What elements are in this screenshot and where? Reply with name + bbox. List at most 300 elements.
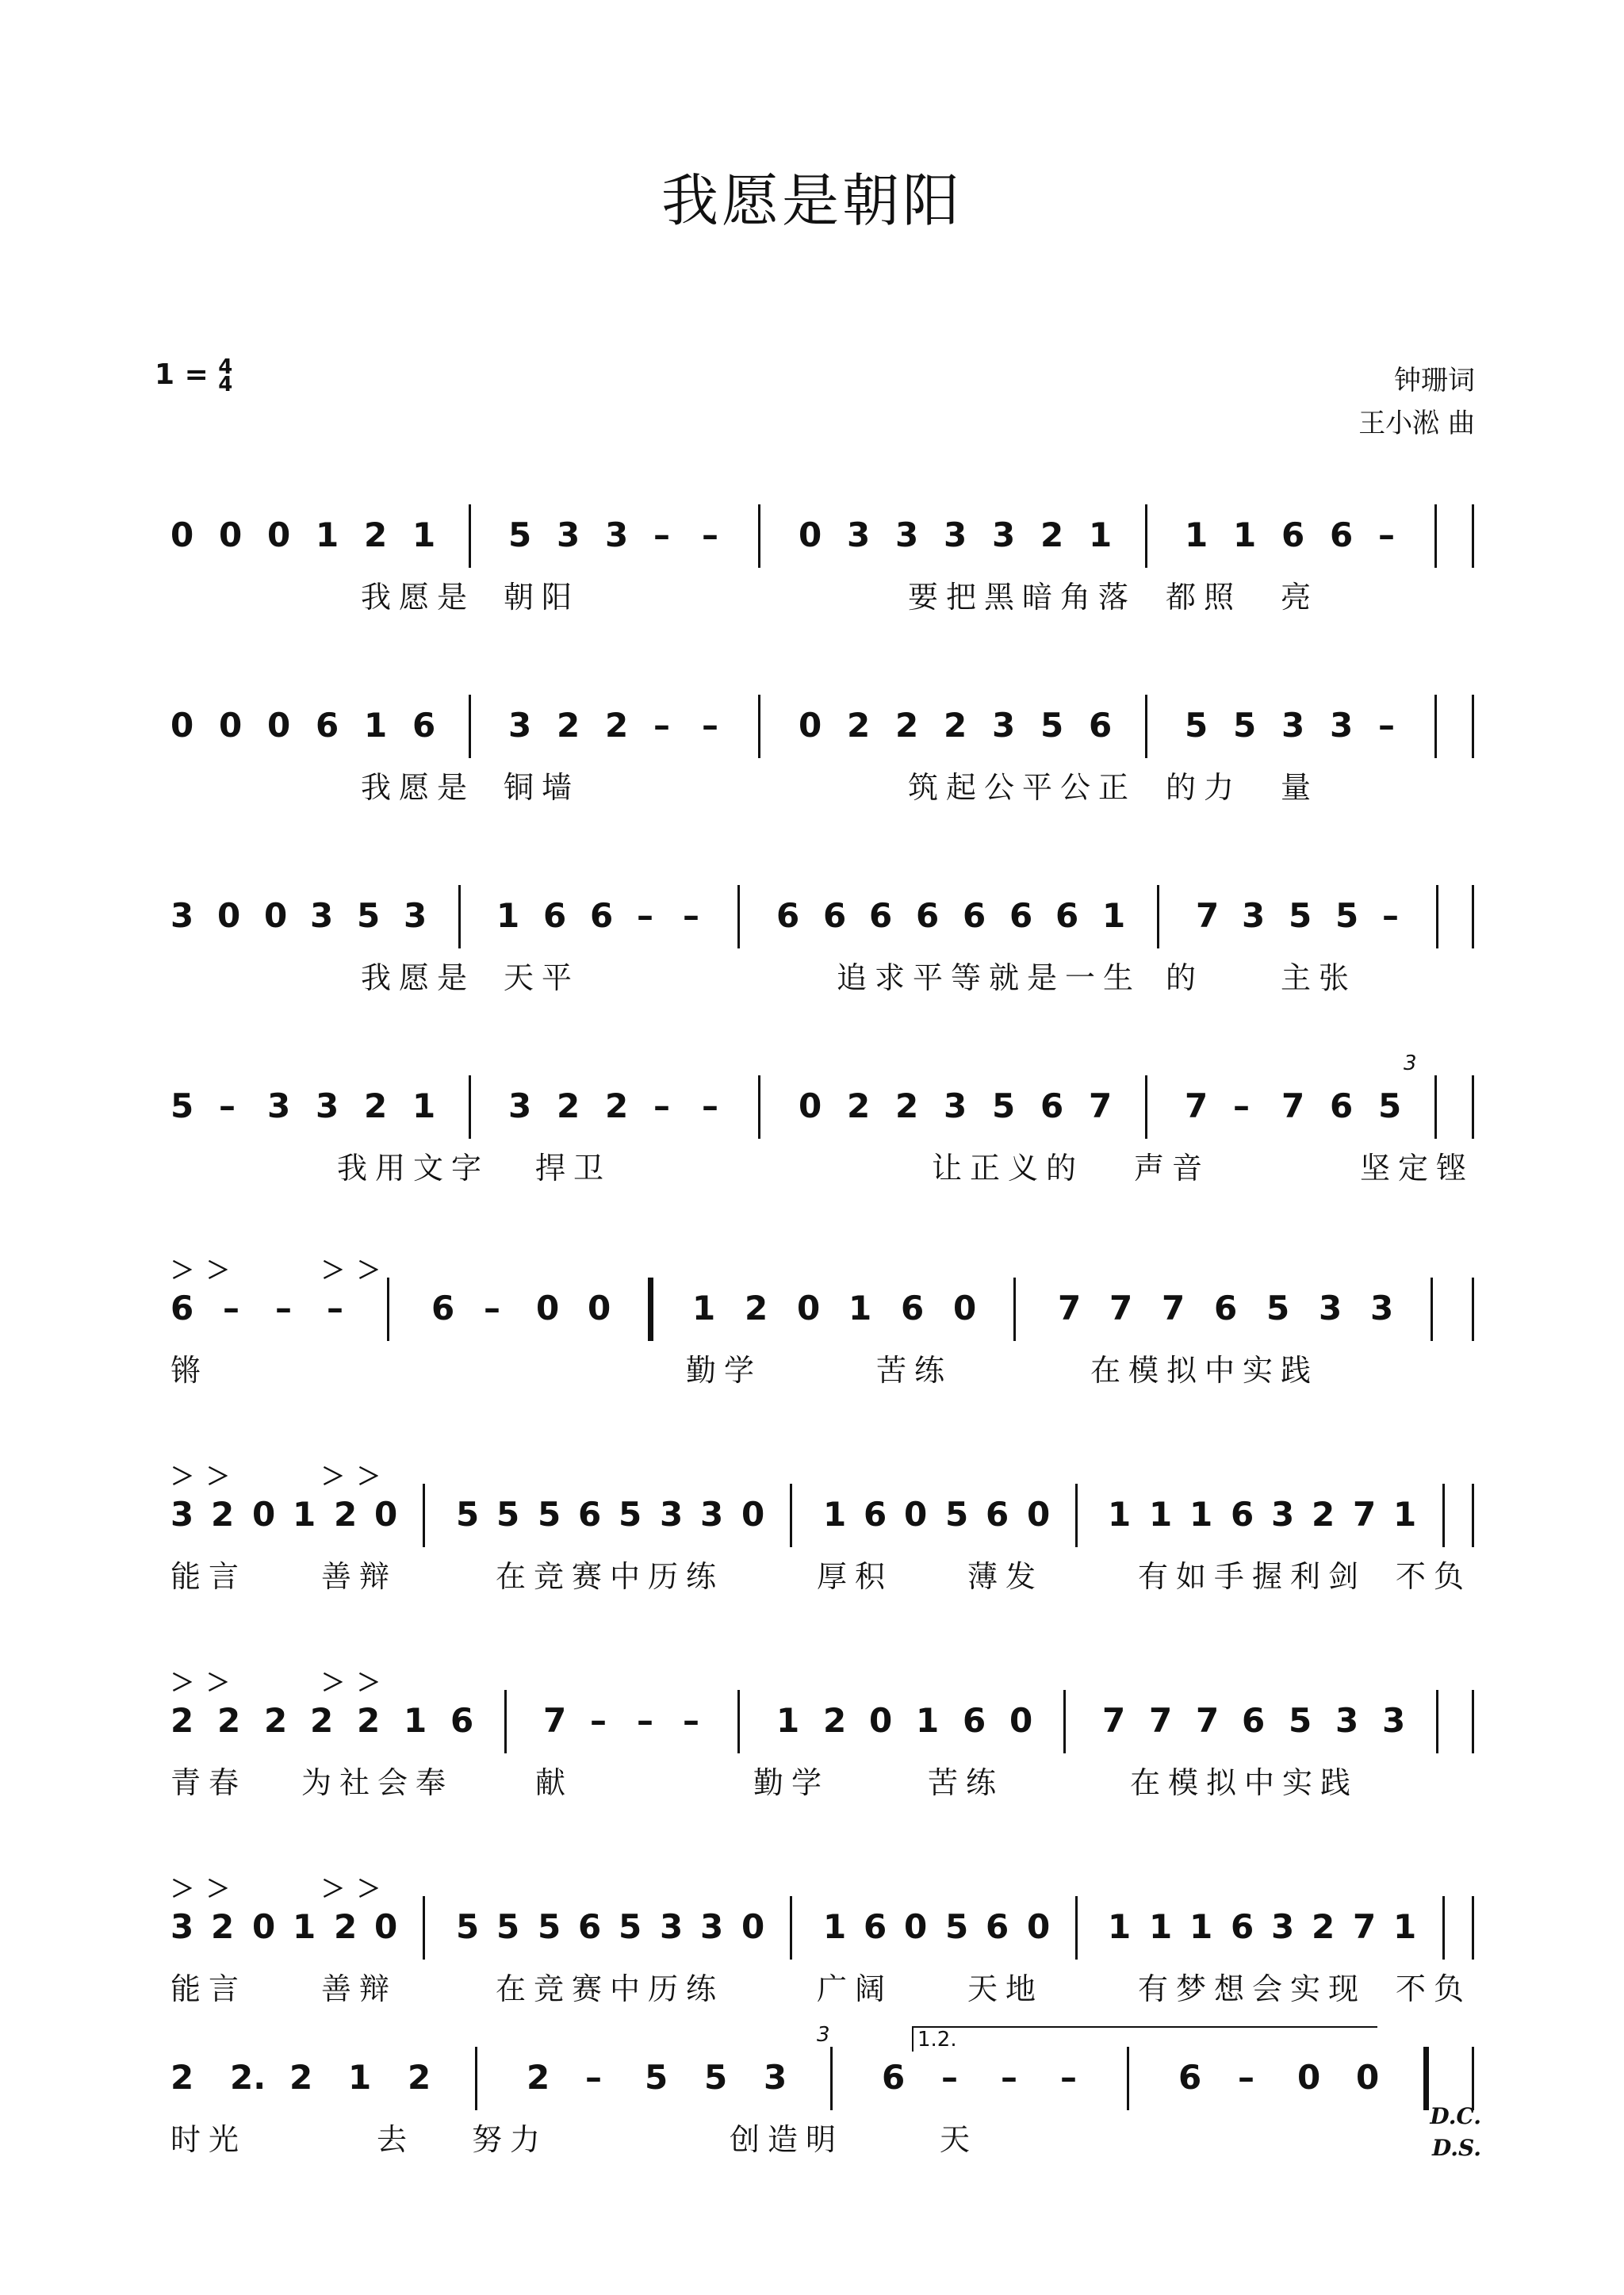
score-row xyxy=(170,2023,1475,2161)
note: 5 xyxy=(619,1907,642,1946)
note: 3 xyxy=(700,1495,724,1534)
lyric-word: 去 xyxy=(377,2122,416,2157)
bar-line xyxy=(1145,1075,1147,1139)
note: 2 xyxy=(364,1086,388,1125)
lyric-word: 不负 xyxy=(1396,1971,1473,2006)
accent-mark: ＞ xyxy=(206,1875,230,1903)
note: 6 xyxy=(986,1907,1009,1946)
accent-mark: ＞ xyxy=(170,1875,194,1903)
sustain-dash: – xyxy=(941,2058,958,2097)
note: 0 xyxy=(1027,1907,1051,1946)
lyric-word: 在竞赛中历练 xyxy=(496,1971,725,2006)
note: 2 xyxy=(895,1086,919,1125)
song-title: 我愿是朝阳 xyxy=(661,167,963,234)
bar-line xyxy=(1075,1484,1078,1547)
note: 3 xyxy=(992,515,1016,554)
note: 2 xyxy=(310,1701,334,1740)
note-line xyxy=(170,1086,1475,1134)
note: 7 xyxy=(1196,1701,1220,1740)
note: 5 xyxy=(1266,1289,1290,1328)
note: 6 xyxy=(450,1701,474,1740)
note: 6 xyxy=(1281,515,1305,554)
sustain-dash: – xyxy=(1382,896,1399,935)
note: 2 xyxy=(745,1289,768,1328)
lyric-word: 能言 xyxy=(170,1971,247,2006)
lyric-word: 我愿是 xyxy=(361,770,476,805)
note: 0 xyxy=(267,706,291,745)
note: 7 xyxy=(543,1701,567,1740)
lyric-word: 勤学 xyxy=(753,1765,830,1800)
note: 1 xyxy=(692,1289,716,1328)
note: 3 xyxy=(1330,706,1354,745)
bar-line xyxy=(790,1484,792,1547)
accent-mark: ＞ xyxy=(170,1669,194,1697)
note: 1 xyxy=(1189,1495,1213,1534)
note: 2 xyxy=(289,2058,313,2097)
note: 6 xyxy=(170,1289,194,1328)
lyric-word: 我愿是 xyxy=(361,580,476,615)
lyric-word: 的力 xyxy=(1166,770,1243,805)
note: 1 xyxy=(1108,1907,1132,1946)
lyric-word: 声音 xyxy=(1134,1151,1211,1186)
note: 6 xyxy=(1178,2058,1202,2097)
sustain-dash: – xyxy=(653,1086,670,1125)
note: 1 xyxy=(1393,1907,1417,1946)
note: 2 xyxy=(847,706,871,745)
note: 3 xyxy=(1271,1907,1295,1946)
bar-line xyxy=(1434,1075,1437,1139)
note: 3 xyxy=(944,1086,967,1125)
lyric-word: 天 xyxy=(940,2122,979,2157)
note: 1 xyxy=(1393,1495,1417,1534)
note: 1 xyxy=(1149,1495,1173,1534)
note: 1 xyxy=(916,1701,940,1740)
note: 1 xyxy=(1185,515,1208,554)
note-line xyxy=(170,896,1475,944)
note: 6 xyxy=(963,896,986,935)
sustain-dash: – xyxy=(637,1701,653,1740)
accent-mark: ＞ xyxy=(170,1257,194,1285)
note: 6 xyxy=(578,1907,602,1946)
note: 7 xyxy=(1353,1495,1377,1534)
note: 2 xyxy=(944,706,967,745)
lyric-word: 厚积 xyxy=(817,1559,894,1594)
row-end-bar xyxy=(1472,885,1474,948)
note: 5 xyxy=(1289,896,1312,935)
sustain-dash: – xyxy=(484,1289,500,1328)
note-line xyxy=(170,1907,1475,1955)
note: 1 xyxy=(848,1289,872,1328)
bar-line xyxy=(469,504,471,568)
triplet-label: 3 xyxy=(817,2023,830,2047)
note: 5 xyxy=(945,1907,969,1946)
bar-line xyxy=(423,1484,425,1547)
accent-mark: ＞ xyxy=(206,1257,230,1285)
note: 0 xyxy=(1356,2058,1380,2097)
note: 0 xyxy=(1297,2058,1321,2097)
time-numerator: 4 xyxy=(218,355,233,379)
bar-line xyxy=(1442,1484,1445,1547)
time-denominator: 4 xyxy=(218,373,233,397)
note: 1 xyxy=(412,1086,436,1125)
bar-line xyxy=(758,504,760,568)
score-row xyxy=(170,1257,1475,1392)
bar-line xyxy=(1436,885,1438,948)
lyric-word: 有梦想会实现 xyxy=(1138,1971,1367,2006)
sustain-dash: – xyxy=(1238,2058,1254,2097)
note: 3 xyxy=(508,1086,532,1125)
sustain-dash: – xyxy=(219,1086,236,1125)
note: 6 xyxy=(864,1907,887,1946)
note: 7 xyxy=(1058,1289,1082,1328)
note: 2 xyxy=(408,2058,431,2097)
note: 2 xyxy=(1312,1907,1335,1946)
note: 6 xyxy=(916,896,940,935)
lyric-word: 薄发 xyxy=(967,1559,1044,1594)
note-line xyxy=(170,1289,1475,1336)
note: 3 xyxy=(660,1907,684,1946)
note: 2 xyxy=(557,706,580,745)
note: 2 xyxy=(211,1907,235,1946)
note: 5 xyxy=(1040,706,1064,745)
dc-mark: D.C. xyxy=(1430,2103,1481,2129)
note: 7 xyxy=(1109,1289,1133,1328)
sustain-dash: – xyxy=(275,1289,292,1328)
bar-line xyxy=(758,1075,760,1139)
note: 5 xyxy=(645,2058,668,2097)
note: 1 xyxy=(776,1701,800,1740)
note: 2 xyxy=(847,1086,871,1125)
note: 3 xyxy=(557,515,580,554)
lyric-word: 苦练 xyxy=(876,1353,953,1388)
sustain-dash: – xyxy=(653,515,670,554)
lyric-word: 主张 xyxy=(1281,960,1358,995)
note: 6 xyxy=(869,896,893,935)
bar-line xyxy=(830,2047,833,2110)
bar-line xyxy=(1145,695,1147,758)
note: 1 xyxy=(823,1907,847,1946)
lyricist-credit: 钟珊词 xyxy=(1394,365,1475,397)
lyric-word: 的 xyxy=(1166,960,1205,995)
accent-mark: ＞ xyxy=(321,1463,345,1491)
note: 1 xyxy=(316,515,339,554)
note: 0 xyxy=(1009,1701,1033,1740)
score-row xyxy=(170,1875,1475,2010)
note: 0 xyxy=(374,1907,398,1946)
bar-line xyxy=(737,885,740,948)
note: 6 xyxy=(1231,1907,1254,1946)
note: 0 xyxy=(217,896,241,935)
note: 2 xyxy=(211,1495,235,1534)
lyric-word: 能言 xyxy=(170,1559,247,1594)
lyric-word: 在模拟中实践 xyxy=(1130,1765,1359,1800)
note: 6 xyxy=(864,1495,887,1534)
note: 5 xyxy=(170,1086,194,1125)
bar-line xyxy=(475,2047,477,2110)
note: 3 xyxy=(1271,1495,1295,1534)
note: 5 xyxy=(992,1086,1016,1125)
volta-label: 1.2. xyxy=(917,2028,957,2052)
lyric-word: 我愿是 xyxy=(361,960,476,995)
row-end-bar xyxy=(1472,695,1474,758)
bar-line xyxy=(790,1896,792,1960)
note: 7 xyxy=(1185,1086,1208,1125)
row-end-bar xyxy=(1472,1278,1474,1341)
note: 0 xyxy=(170,706,194,745)
note: 6 xyxy=(1330,1086,1354,1125)
accent-mark: ＞ xyxy=(357,1257,381,1285)
score-row xyxy=(170,1669,1475,1804)
lyric-word: 捍卫 xyxy=(535,1151,612,1186)
note-line xyxy=(170,1701,1475,1749)
lyric-word: 苦练 xyxy=(928,1765,1005,1800)
note: 3 xyxy=(1335,1701,1359,1740)
note: 1 xyxy=(1108,1495,1132,1534)
note: 6 xyxy=(1089,706,1113,745)
note: 6 xyxy=(1214,1289,1238,1328)
note: 3 xyxy=(1281,706,1305,745)
note: 5 xyxy=(538,1495,561,1534)
lyric-word: 在竞赛中历练 xyxy=(496,1559,725,1594)
bar-line xyxy=(1063,1690,1066,1753)
note: 2 xyxy=(334,1907,358,1946)
sustain-dash: – xyxy=(702,706,718,745)
note: 0 xyxy=(741,1907,765,1946)
sustain-dash: – xyxy=(327,1289,343,1328)
bar-line xyxy=(1157,885,1159,948)
note: 2 xyxy=(334,1495,358,1534)
note: 5 xyxy=(357,896,381,935)
lyric-word: 让正义的 xyxy=(932,1151,1085,1186)
note: 1 xyxy=(412,515,436,554)
lyric-word: 为社会奉 xyxy=(301,1765,454,1800)
lyric-word: 时光 xyxy=(170,2122,247,2157)
lyric-word: 锵 xyxy=(170,1353,209,1388)
lyric-word: 善辩 xyxy=(321,1559,398,1594)
note: 2 xyxy=(527,2058,550,2097)
sustain-dash: – xyxy=(653,706,670,745)
note: 3 xyxy=(660,1495,684,1534)
bar-line xyxy=(1013,1278,1016,1341)
sustain-dash: – xyxy=(1378,706,1395,745)
note: 0 xyxy=(799,1086,822,1125)
note: 1 xyxy=(404,1701,427,1740)
note: 1 xyxy=(293,1495,316,1534)
note: 5 xyxy=(1289,1701,1312,1740)
note: 0 xyxy=(797,1289,821,1328)
note: 6 xyxy=(1242,1701,1266,1740)
lyric-word: 不负 xyxy=(1396,1559,1473,1594)
lyric-word: 广阔 xyxy=(817,1971,894,2006)
row-end-bar xyxy=(1472,1690,1474,1753)
lyric-word: 努力 xyxy=(472,2122,549,2157)
score-row xyxy=(170,706,1475,809)
sustain-dash: – xyxy=(1001,2058,1017,2097)
bar-line xyxy=(758,695,760,758)
note: 6 xyxy=(1330,515,1354,554)
bar-line xyxy=(504,1690,507,1753)
note: 2. xyxy=(230,2058,266,2097)
note: 3 xyxy=(316,1086,339,1125)
note: 3 xyxy=(170,1907,194,1946)
sustain-dash: – xyxy=(223,1289,239,1328)
note: 0 xyxy=(170,515,194,554)
note: 2 xyxy=(364,515,388,554)
lyric-word: 有如手握利剑 xyxy=(1138,1559,1367,1594)
note: 0 xyxy=(219,515,243,554)
note: 6 xyxy=(543,896,567,935)
bar-line xyxy=(1434,695,1437,758)
note: 0 xyxy=(252,1495,276,1534)
note: 3 xyxy=(1370,1289,1394,1328)
note: 6 xyxy=(578,1495,602,1534)
composer-credit: 王小淞 曲 xyxy=(1358,408,1475,439)
accent-mark: ＞ xyxy=(321,1669,345,1697)
bar-line xyxy=(458,885,461,948)
note: 3 xyxy=(170,1495,194,1534)
note: 1 xyxy=(1149,1907,1173,1946)
note: 1 xyxy=(364,706,388,745)
note: 3 xyxy=(605,515,629,554)
note: 5 xyxy=(496,1495,520,1534)
note: 5 xyxy=(538,1907,561,1946)
lyric-word: 都照 xyxy=(1166,580,1243,615)
sustain-dash: – xyxy=(683,896,699,935)
note: 0 xyxy=(536,1289,560,1328)
bar-line xyxy=(1442,1896,1445,1960)
bar-line xyxy=(469,1075,471,1139)
note: 0 xyxy=(219,706,243,745)
note: 7 xyxy=(1102,1701,1126,1740)
note: 6 xyxy=(1040,1086,1064,1125)
note: 1 xyxy=(1102,896,1126,935)
lyric-word: 铜墙 xyxy=(504,770,580,805)
note: 2 xyxy=(605,1086,629,1125)
score-row xyxy=(170,1463,1475,1598)
sustain-dash: – xyxy=(702,515,718,554)
note: 2 xyxy=(557,1086,580,1125)
bar-line xyxy=(1127,2047,1129,2110)
note: 1 xyxy=(348,2058,372,2097)
ds-mark: D.S. xyxy=(1431,2135,1481,2161)
sustain-dash: – xyxy=(1378,515,1395,554)
lyric-word: 青春 xyxy=(170,1765,247,1800)
bar-line xyxy=(469,695,471,758)
note: 3 xyxy=(1242,896,1266,935)
note: 5 xyxy=(1335,896,1359,935)
note: 0 xyxy=(953,1289,977,1328)
note: 0 xyxy=(267,515,291,554)
note: 3 xyxy=(170,896,194,935)
accent-mark: ＞ xyxy=(321,1875,345,1903)
note: 2 xyxy=(170,1701,194,1740)
row-end-bar xyxy=(1472,1075,1474,1139)
lyric-word: 勤学 xyxy=(686,1353,763,1388)
lyric-word: 善辩 xyxy=(321,1971,398,2006)
note: 3 xyxy=(1382,1701,1406,1740)
note: 3 xyxy=(895,515,919,554)
note: 3 xyxy=(764,2058,787,2097)
lyric-word: 天地 xyxy=(967,1971,1044,2006)
note: 6 xyxy=(431,1289,455,1328)
note: 6 xyxy=(963,1701,986,1740)
note: 5 xyxy=(1378,1086,1402,1125)
triplet-label: 3 xyxy=(1404,1052,1417,1075)
accent-mark: ＞ xyxy=(170,1463,194,1491)
accent-mark: ＞ xyxy=(357,1875,381,1903)
note: 3 xyxy=(847,515,871,554)
accent-mark: ＞ xyxy=(206,1463,230,1491)
note: 2 xyxy=(1040,515,1064,554)
note: 6 xyxy=(412,706,436,745)
row-end-bar xyxy=(1472,1896,1474,1960)
accent-mark: ＞ xyxy=(357,1669,381,1697)
note: 3 xyxy=(508,706,532,745)
note: 3 xyxy=(944,515,967,554)
note: 7 xyxy=(1196,896,1220,935)
lyric-word: 坚定铿 xyxy=(1360,1151,1475,1186)
note: 1 xyxy=(823,1495,847,1534)
volta-bracket xyxy=(912,2026,1377,2052)
row-end-bar xyxy=(1472,504,1474,568)
note: 6 xyxy=(316,706,339,745)
note: 5 xyxy=(496,1907,520,1946)
note: 5 xyxy=(1185,706,1208,745)
bar-line xyxy=(1075,1896,1078,1960)
accent-mark: ＞ xyxy=(206,1669,230,1697)
note: 0 xyxy=(904,1907,928,1946)
note: 7 xyxy=(1281,1086,1305,1125)
bar-line xyxy=(737,1690,740,1753)
note: 3 xyxy=(267,1086,291,1125)
row-end-bar xyxy=(1472,1484,1474,1547)
note: 2 xyxy=(170,2058,194,2097)
note: 1 xyxy=(293,1907,316,1946)
note: 6 xyxy=(823,896,847,935)
note: 6 xyxy=(776,896,800,935)
note: 5 xyxy=(1233,706,1257,745)
row-end-bar xyxy=(1472,2047,1474,2110)
sustain-dash: – xyxy=(1233,1086,1250,1125)
sustain-dash: – xyxy=(590,1701,607,1740)
note: 2 xyxy=(823,1701,847,1740)
bar-line xyxy=(387,1278,389,1341)
note: 3 xyxy=(700,1907,724,1946)
note: 3 xyxy=(992,706,1016,745)
note-line xyxy=(170,2058,1475,2105)
lyric-word: 要把黑暗角落 xyxy=(908,580,1137,615)
repeat-bar-line xyxy=(1423,2047,1429,2110)
key-signature xyxy=(155,355,233,397)
note: 2 xyxy=(1312,1495,1335,1534)
sustain-dash: – xyxy=(1060,2058,1077,2097)
bar-line xyxy=(423,1896,425,1960)
note: 5 xyxy=(456,1495,480,1534)
note: 2 xyxy=(217,1701,241,1740)
note: 2 xyxy=(605,706,629,745)
time-signature xyxy=(218,355,233,397)
note: 5 xyxy=(508,515,532,554)
note-line xyxy=(170,706,1475,753)
note: 3 xyxy=(1319,1289,1342,1328)
note: 2 xyxy=(264,1701,288,1740)
lyric-word: 亮 xyxy=(1281,580,1320,615)
note: 7 xyxy=(1353,1907,1377,1946)
note: 0 xyxy=(588,1289,611,1328)
note: 6 xyxy=(1055,896,1079,935)
note: 7 xyxy=(1149,1701,1173,1740)
note: 2 xyxy=(357,1701,381,1740)
